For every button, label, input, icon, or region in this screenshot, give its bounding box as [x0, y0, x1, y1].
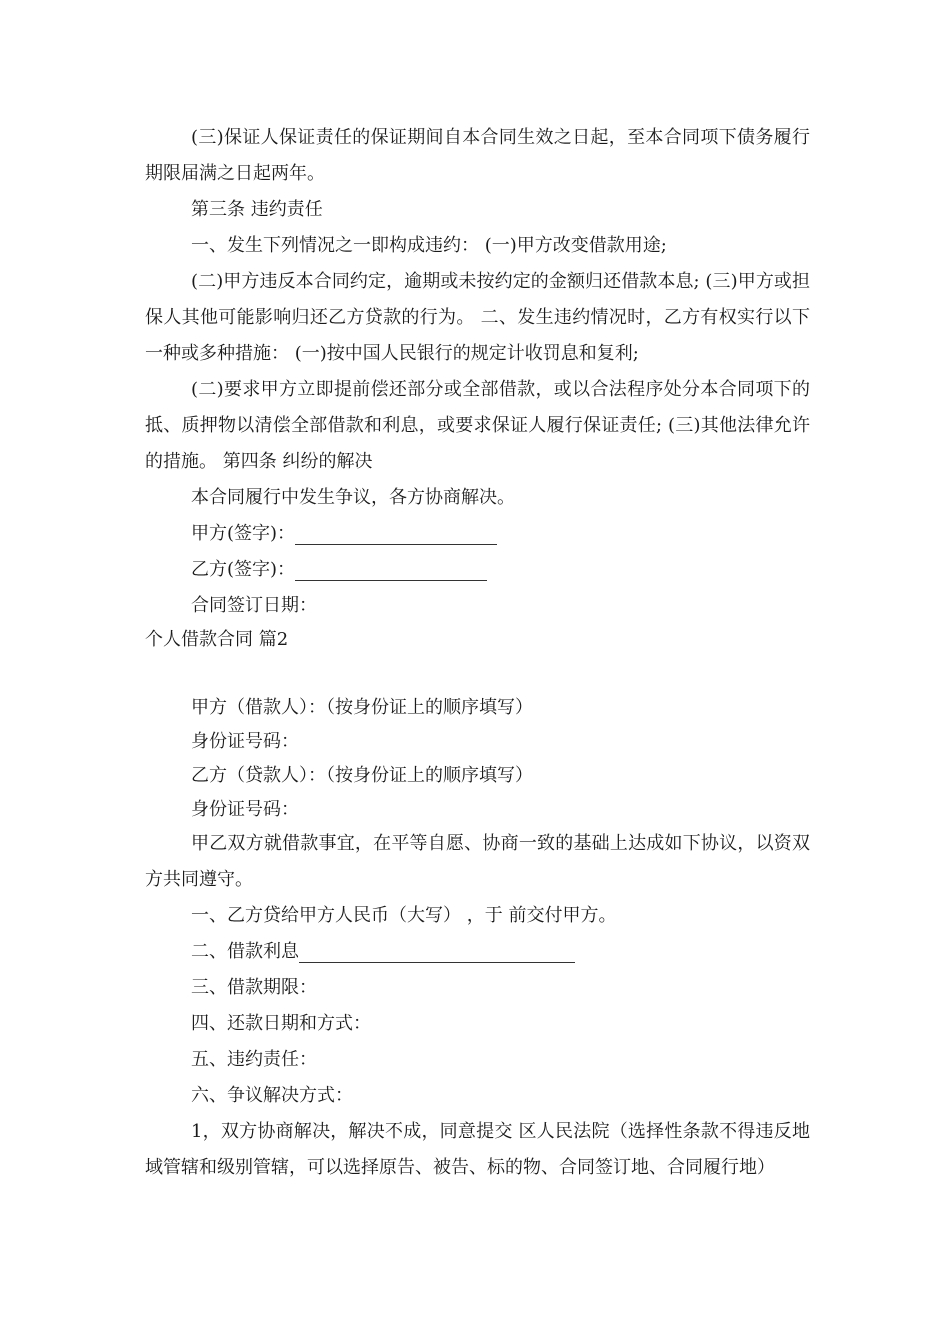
clause-interest-blank	[299, 940, 575, 963]
signature-party-a	[191, 516, 497, 552]
clause-repayment: 四、还款日期和方式：	[191, 1013, 371, 1034]
signature-party-b-blank	[295, 558, 487, 581]
party-b-lender: 乙方（贷款人）：（按身份证上的顺序填写）	[191, 765, 533, 786]
paragraph-breach-measures-cont: (二)要求甲方立即提前偿还部分或全部借款，或以合法程序处分本合同项下的抵、质押物以清偿全部借款和利息，或要求保证人履行保证责任; (三)其他法律允许的措施。 第四条 纠纷的解决	[145, 379, 810, 472]
signature-party-a-blank	[295, 522, 497, 545]
paragraph-breach-measures: (二)甲方违反本合同约定，逾期或未按约定的金额归还借款本息; (三)甲方或担保人其他可能影响归还乙方贷款的行为。 二、发生违约情况时，乙方有权实行以下一种或多种措施： (一)按中国人民银行的规定计收罚息和复利;	[145, 271, 810, 364]
clause-dispute: 六、争议解决方式：	[191, 1085, 353, 1106]
clause-interest	[191, 934, 575, 970]
clause-loan-amount: 一、乙方贷给甲方人民币（大写） ，于 前交付甲方。	[191, 905, 617, 926]
signing-date: 合同签订日期：	[191, 595, 317, 616]
paragraph-breach-conditions: 一、发生下列情况之一即构成违约： (一)甲方改变借款用途;	[191, 235, 667, 256]
party-a-borrower: 甲方（借款人）：（按身份证上的顺序填写）	[191, 697, 533, 718]
party-a-id-number: 身份证号码：	[191, 731, 299, 752]
paragraph-guarantee-period: (三)保证人保证责任的保证期间自本合同生效之日起，至本合同项下债务履行期限届满之日起两年。	[145, 127, 810, 184]
section-title: 个人借款合同 篇2	[145, 629, 289, 650]
signature-party-b-label: 乙方(签字)：	[191, 559, 296, 580]
paragraph-intro: 甲乙双方就借款事宜，在平等自愿、协商一致的基础上达成如下协议，以资双方共同遵守。	[145, 833, 810, 890]
clause-interest-label: 二、借款利息	[191, 941, 299, 962]
clause-liability: 五、违约责任：	[191, 1049, 317, 1070]
signature-party-a-label: 甲方(签字)：	[191, 523, 296, 544]
clause-term: 三、借款期限：	[191, 977, 317, 998]
article-three-heading: 第三条 违约责任	[191, 199, 323, 220]
signature-party-b	[191, 552, 487, 588]
paragraph-dispute-resolution: 本合同履行中发生争议，各方协商解决。	[191, 487, 515, 508]
party-b-id-number: 身份证号码：	[191, 799, 299, 820]
clause-dispute-option-1: 1，双方协商解决，解决不成，同意提交 区人民法院（选择性条款不得违反地域管辖和级别管辖，可以选择原告、被告、标的物、合同签订地、合同履行地）	[145, 1121, 810, 1178]
